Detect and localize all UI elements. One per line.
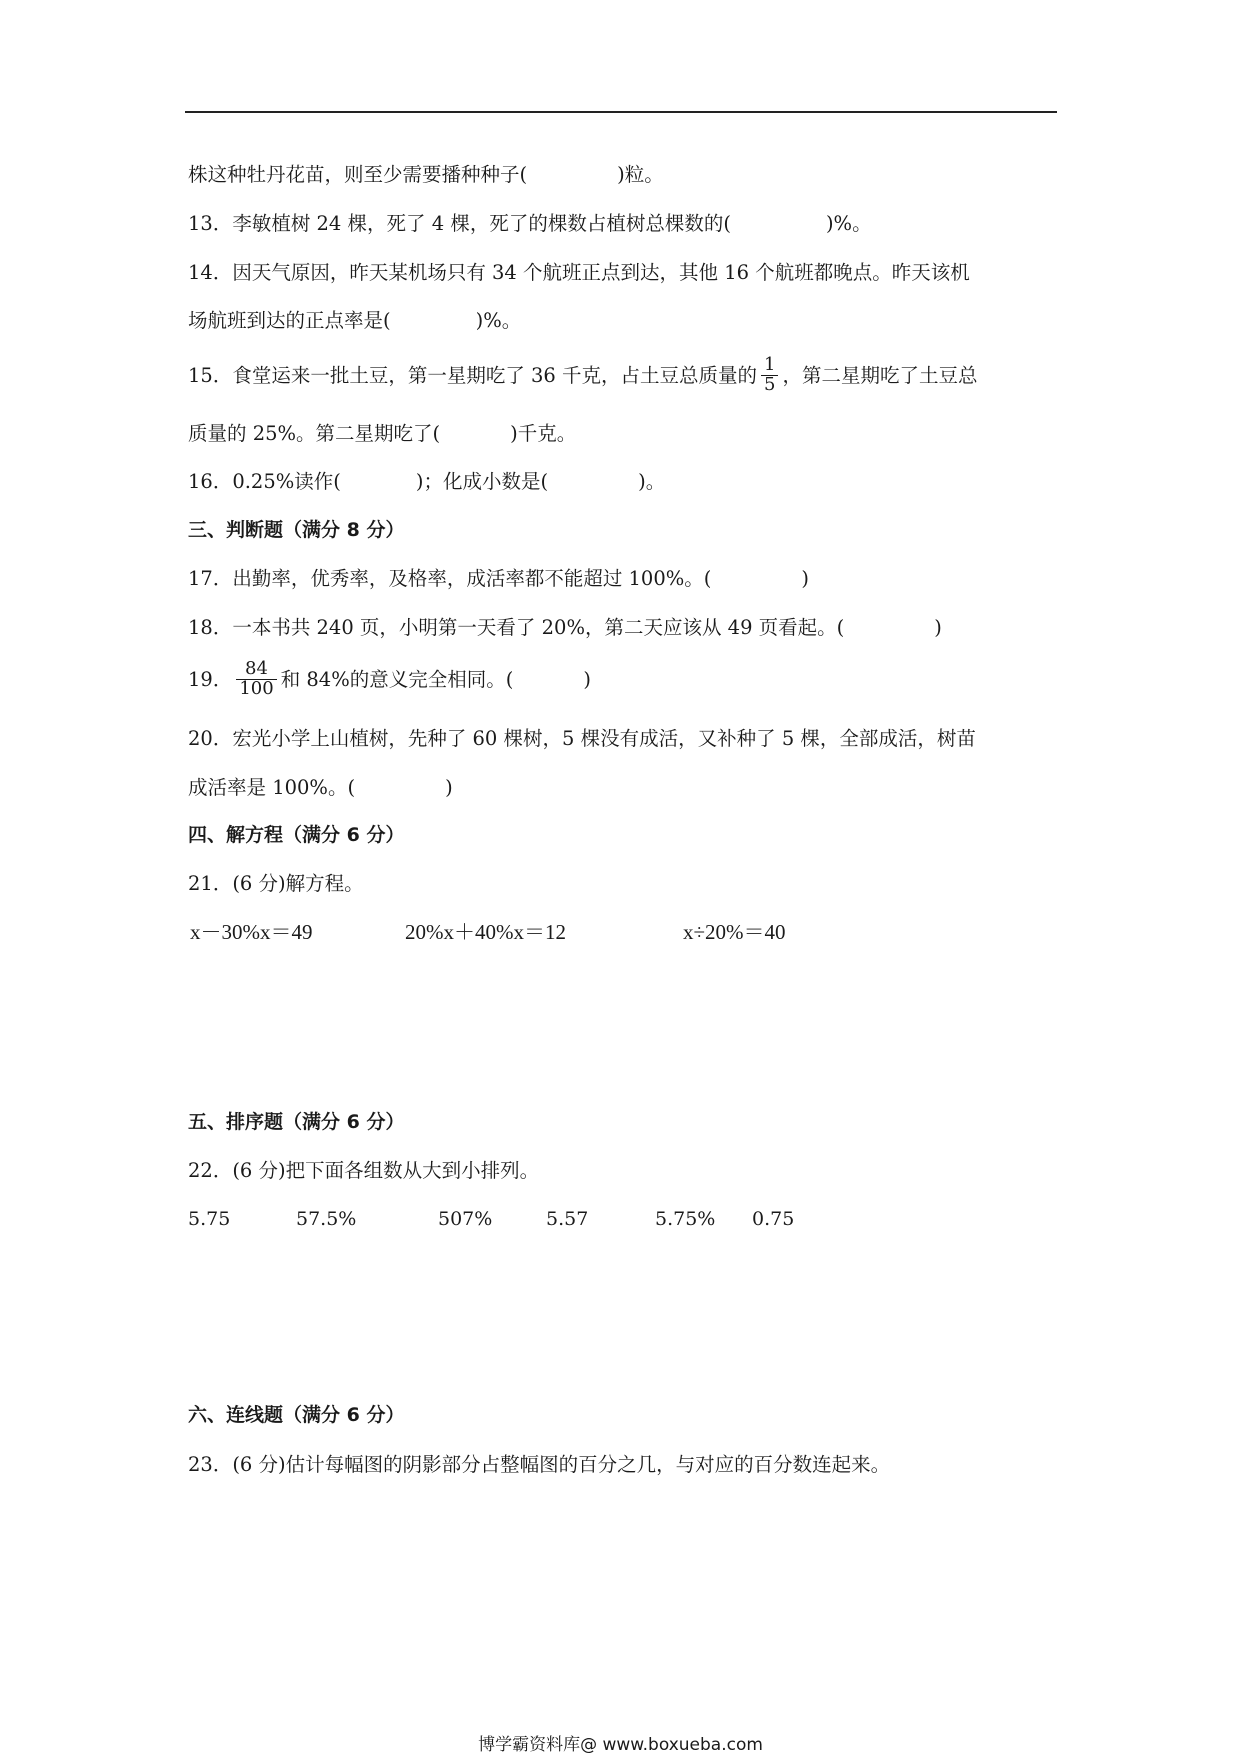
equation-2: 20%x＋40%x＝12 bbox=[405, 920, 566, 944]
question-19: 19． $\frac{84}{100}$ 和 84%的意义完全相同。( ) bbox=[188, 658, 591, 700]
question-14-line2: 场航班到达的正点率是( )%。 bbox=[188, 309, 522, 332]
question-13: 13．李敏植树 24 棵，死了 4 棵，死了的棵数占植树总棵数的( )%。 bbox=[188, 212, 872, 235]
fraction-84-100: $\frac{84}{100}$ bbox=[236, 660, 276, 699]
question-20-line2: 成活率是 100%。( ) bbox=[188, 776, 453, 799]
question-18: 18．一本书共 240 页，小明第一天看了 20%，第二天应该从 49 页看起。( ) bbox=[188, 616, 942, 639]
sort-number: 0.75 bbox=[752, 1208, 795, 1230]
question-14-line1: 14．因天气原因，昨天某机场只有 34 个航班正点到达，其他 16 个航班都晚点。昨天该机 bbox=[188, 261, 970, 284]
section-4-title: 四、解方程（满分 6 分） bbox=[188, 824, 405, 846]
question-16: 16．0.25%读作( )；化成小数是( )。 bbox=[188, 470, 666, 493]
sort-number: 5.57 bbox=[546, 1208, 589, 1230]
q12-continuation: 株这种牡丹花苗，则至少需要播种种子( )粒。 bbox=[188, 163, 664, 186]
sort-number: 507% bbox=[438, 1208, 493, 1230]
fraction-one-fifth: $\frac{1}{5}$ bbox=[761, 356, 778, 395]
section-3-title: 三、判断题（满分 8 分） bbox=[188, 519, 405, 541]
section-5-title: 五、排序题（满分 6 分） bbox=[188, 1111, 405, 1133]
sort-number: 57.5% bbox=[296, 1208, 357, 1230]
question-21: 21．(6 分)解方程。 bbox=[188, 872, 364, 895]
section-6-title: 六、连线题（满分 6 分） bbox=[188, 1404, 405, 1426]
question-20-line1: 20．宏光小学上山植树，先种了 60 棵树，5 棵没有成活，又补种了 5 棵，全部成活，树苗 bbox=[188, 727, 976, 750]
header-rule bbox=[185, 111, 1057, 113]
sort-number: 5.75% bbox=[655, 1208, 716, 1230]
equation-1: x－30%x＝49 bbox=[190, 920, 313, 944]
question-23: 23．(6 分)估计每幅图的阴影部分占整幅图的百分之几，与对应的百分数连起来。 bbox=[188, 1453, 891, 1476]
question-22: 22．(6 分)把下面各组数从大到小排列。 bbox=[188, 1159, 540, 1182]
question-15-line2: 质量的 25%。第二星期吃了( )千克。 bbox=[188, 422, 577, 445]
footer-watermark: 博学霸资料库@ www.boxueba.com bbox=[478, 1735, 763, 1755]
equation-3: x÷20%＝40 bbox=[683, 920, 786, 944]
sort-number: 5.75 bbox=[188, 1208, 231, 1230]
question-17: 17．出勤率，优秀率，及格率，成活率都不能超过 100%。( ) bbox=[188, 567, 809, 590]
question-15-line1: 15．食堂运来一批土豆，第一星期吃了 36 千克，占土豆总质量的 $\frac{1}{5}$ ，第二星期吃了土豆总 bbox=[188, 354, 978, 396]
